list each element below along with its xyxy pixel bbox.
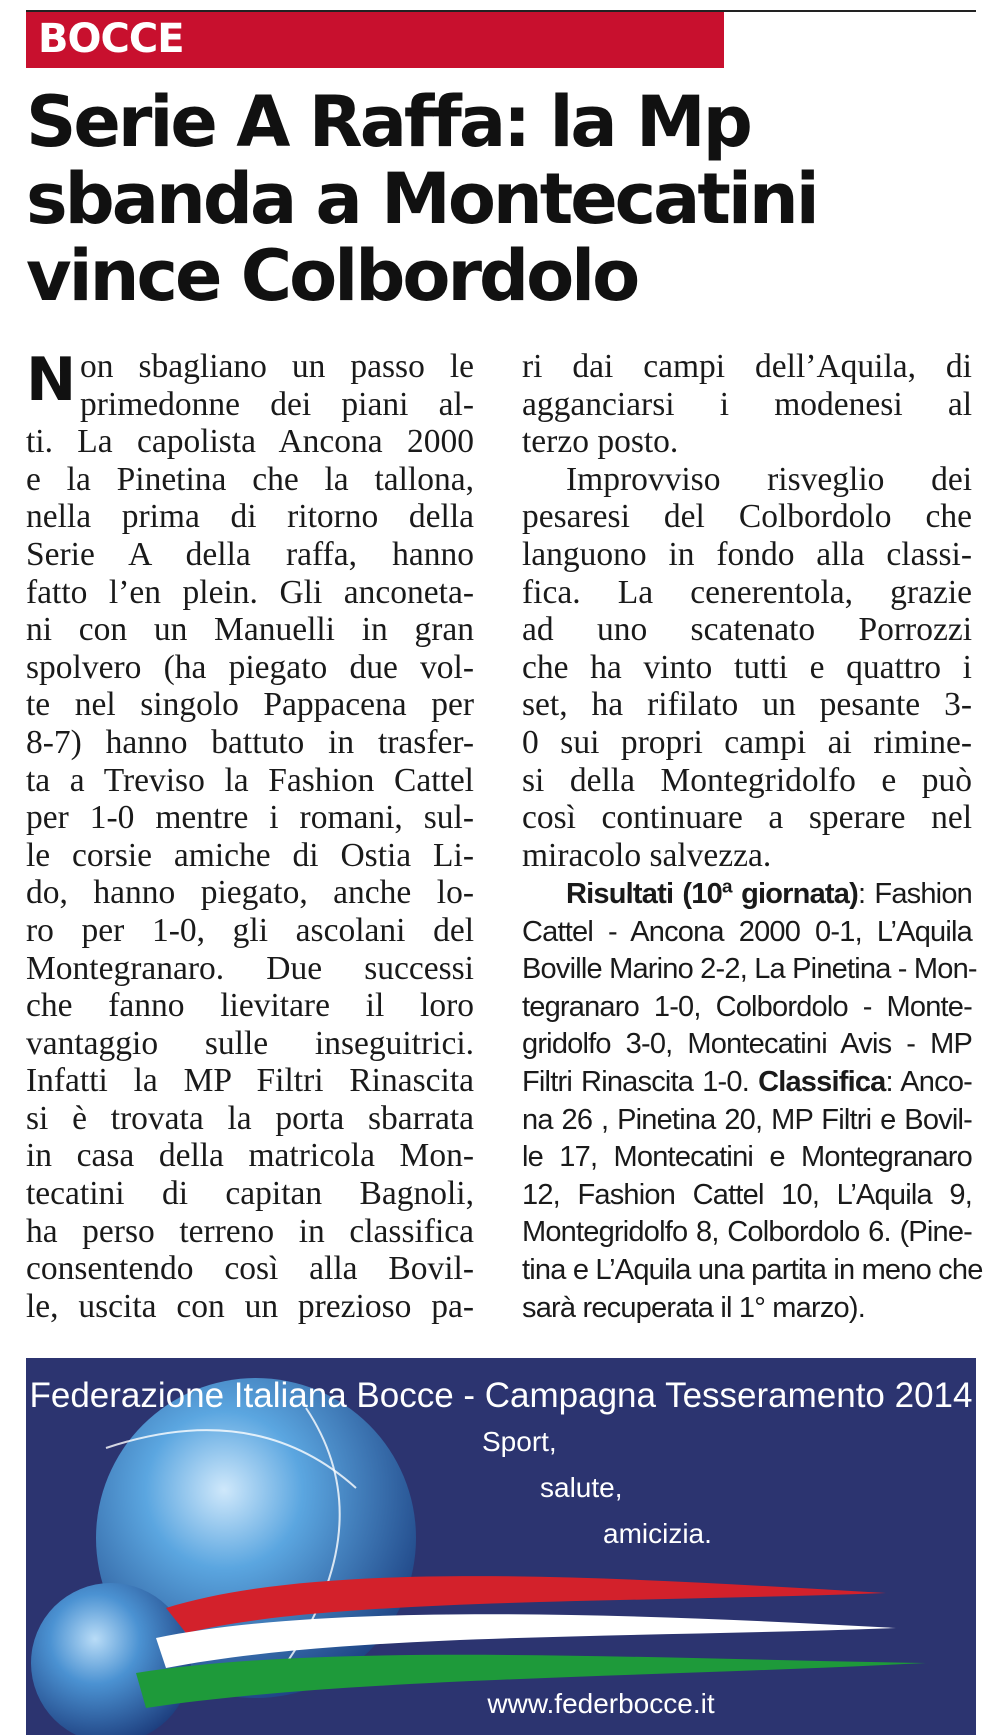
section-tag-label: BOCCE <box>38 16 184 62</box>
results-line: le 17, Montecatini e Montegranaro <box>522 1141 972 1174</box>
article-line: Serie A della raffa, hanno <box>26 535 474 573</box>
article-line: agganciarsi i modenesi al <box>522 385 972 423</box>
results-text: Filtri Rinascita 1-0. <box>522 1065 759 1098</box>
results-text: : Anco- <box>885 1065 973 1098</box>
results-line: 12, Fashion Cattel 10, L’Aquila 9, <box>522 1178 972 1211</box>
headline <box>26 81 976 317</box>
article-line: si è trovata la porta sbarrata <box>26 1099 474 1137</box>
headline-line: Serie A Raffa: la Mp <box>26 81 750 163</box>
results-line <box>522 876 972 914</box>
headline-line: vince Colbordolo <box>26 235 638 317</box>
standings-label: Classifica <box>758 1065 886 1098</box>
article-line: ro per 1-0, gli ascolani del <box>26 911 474 949</box>
article-line: le corsie amiche di Ostia Li- <box>26 836 474 874</box>
results-line <box>522 1064 972 1102</box>
results-line: tina e L’Aquila una partita in meno che <box>522 1253 983 1286</box>
dropcap: N <box>26 345 77 415</box>
article-line: pesaresi del Colbordolo che <box>522 498 972 536</box>
article-line: spolvero (ha piegato due vol- <box>26 648 474 686</box>
article-line: e la Pinetina che la tallona, <box>26 460 474 498</box>
results-line: na 26 , Pinetina 20, MP Filtri e Bovil- <box>522 1103 972 1136</box>
article-line: Montegranaro. Due successi <box>26 949 474 987</box>
ad-website-link[interactable]: www.federbocce.it <box>487 1688 715 1719</box>
article-line: ha perso terreno in classifica <box>26 1212 474 1250</box>
article-line: nella prima di ritorno della <box>26 498 474 536</box>
article-line: ta a Treviso la Fashion Cattel <box>26 761 474 799</box>
article-line: ti. La capolista Ancona 2000 <box>26 423 474 461</box>
ad-slogan-line: salute, <box>540 1472 623 1503</box>
article-line: primedonne dei piani al- <box>80 385 474 423</box>
article-line: che ha vinto tutti e quattro i <box>522 648 972 686</box>
article-line: miracolo salvezza. <box>522 836 772 874</box>
article-line: si della Montegridolfo e può <box>522 761 972 799</box>
results-line: sarà recuperata il 1° marzo). <box>522 1291 865 1324</box>
article-line: fatto l’en plein. Gli anconeta- <box>26 573 474 611</box>
results-line: Cattel - Ancona 2000 0-1, L’Aquila <box>522 915 972 948</box>
article-line: te nel singolo Pappacena per <box>26 686 474 724</box>
article-line: ad uno scatenato Porrozzi <box>522 611 972 649</box>
article-line: 0 sui propri campi ai rimine- <box>522 723 972 761</box>
article-line: in casa della matricola Mon- <box>26 1137 474 1175</box>
article-line: fica. La cenerentola, grazie <box>522 573 972 611</box>
article-line: vantaggio sulle inseguitrici. <box>26 1024 474 1062</box>
ad-slogan-line: Sport, <box>482 1426 557 1457</box>
article-line: set, ha rifilato un pesante 3- <box>522 686 972 724</box>
headline-line: sbanda a Montecatini <box>26 158 817 240</box>
article-line-text: on sbagliano un passo le <box>80 348 474 385</box>
results-line: tegranaro 1-0, Colbordolo - Monte- <box>522 990 972 1023</box>
article-line: ni con un Manuelli in gran <box>26 611 474 649</box>
results-line: Montegridolfo 8, Colbordolo 6. (Pine- <box>522 1216 972 1249</box>
results-line: Boville Marino 2-2, La Pinetina - Mon- <box>522 953 977 986</box>
article-line: terzo posto. <box>522 423 679 461</box>
article-column-left <box>26 345 474 1325</box>
article-column-right <box>522 348 972 874</box>
ad-slogan-line: amicizia. <box>603 1518 712 1549</box>
article-line: consentendo così alla Bovil- <box>26 1250 474 1288</box>
article-line: Infatti la MP Filtri Rinascita <box>26 1062 474 1100</box>
advertisement-banner[interactable] <box>26 1358 976 1735</box>
article-line: così continuare a sperare nel <box>522 799 972 837</box>
article-line: do, hanno piegato, anche lo- <box>26 874 474 912</box>
article-line: le, uscita con un prezioso pa- <box>26 1287 474 1325</box>
ad-title: Federazione Italiana Bocce - Campagna Tesseramento 2014 <box>29 1376 973 1415</box>
article-line: ri dai campi dell’Aquila, di <box>522 348 972 385</box>
results-text: : Fashion <box>857 878 972 910</box>
results-label: Risultati (10ª giornata) <box>566 878 858 910</box>
article-line: Improvviso risveglio dei <box>566 460 972 498</box>
section-tag <box>26 12 724 68</box>
article-line: che fanno lievitare il loro <box>26 987 474 1025</box>
article-line: per 1-0 mentre i romani, sul- <box>26 799 474 837</box>
article-line: 8-7) hanno battuto in trasfer- <box>26 723 474 761</box>
article-line: tecatini di capitan Bagnoli, <box>26 1175 474 1213</box>
article-line: languono in fondo alla classi- <box>522 535 972 573</box>
results-line: gridolfo 3-0, Montecatini Avis - MP <box>522 1028 972 1061</box>
results-box <box>522 876 983 1327</box>
